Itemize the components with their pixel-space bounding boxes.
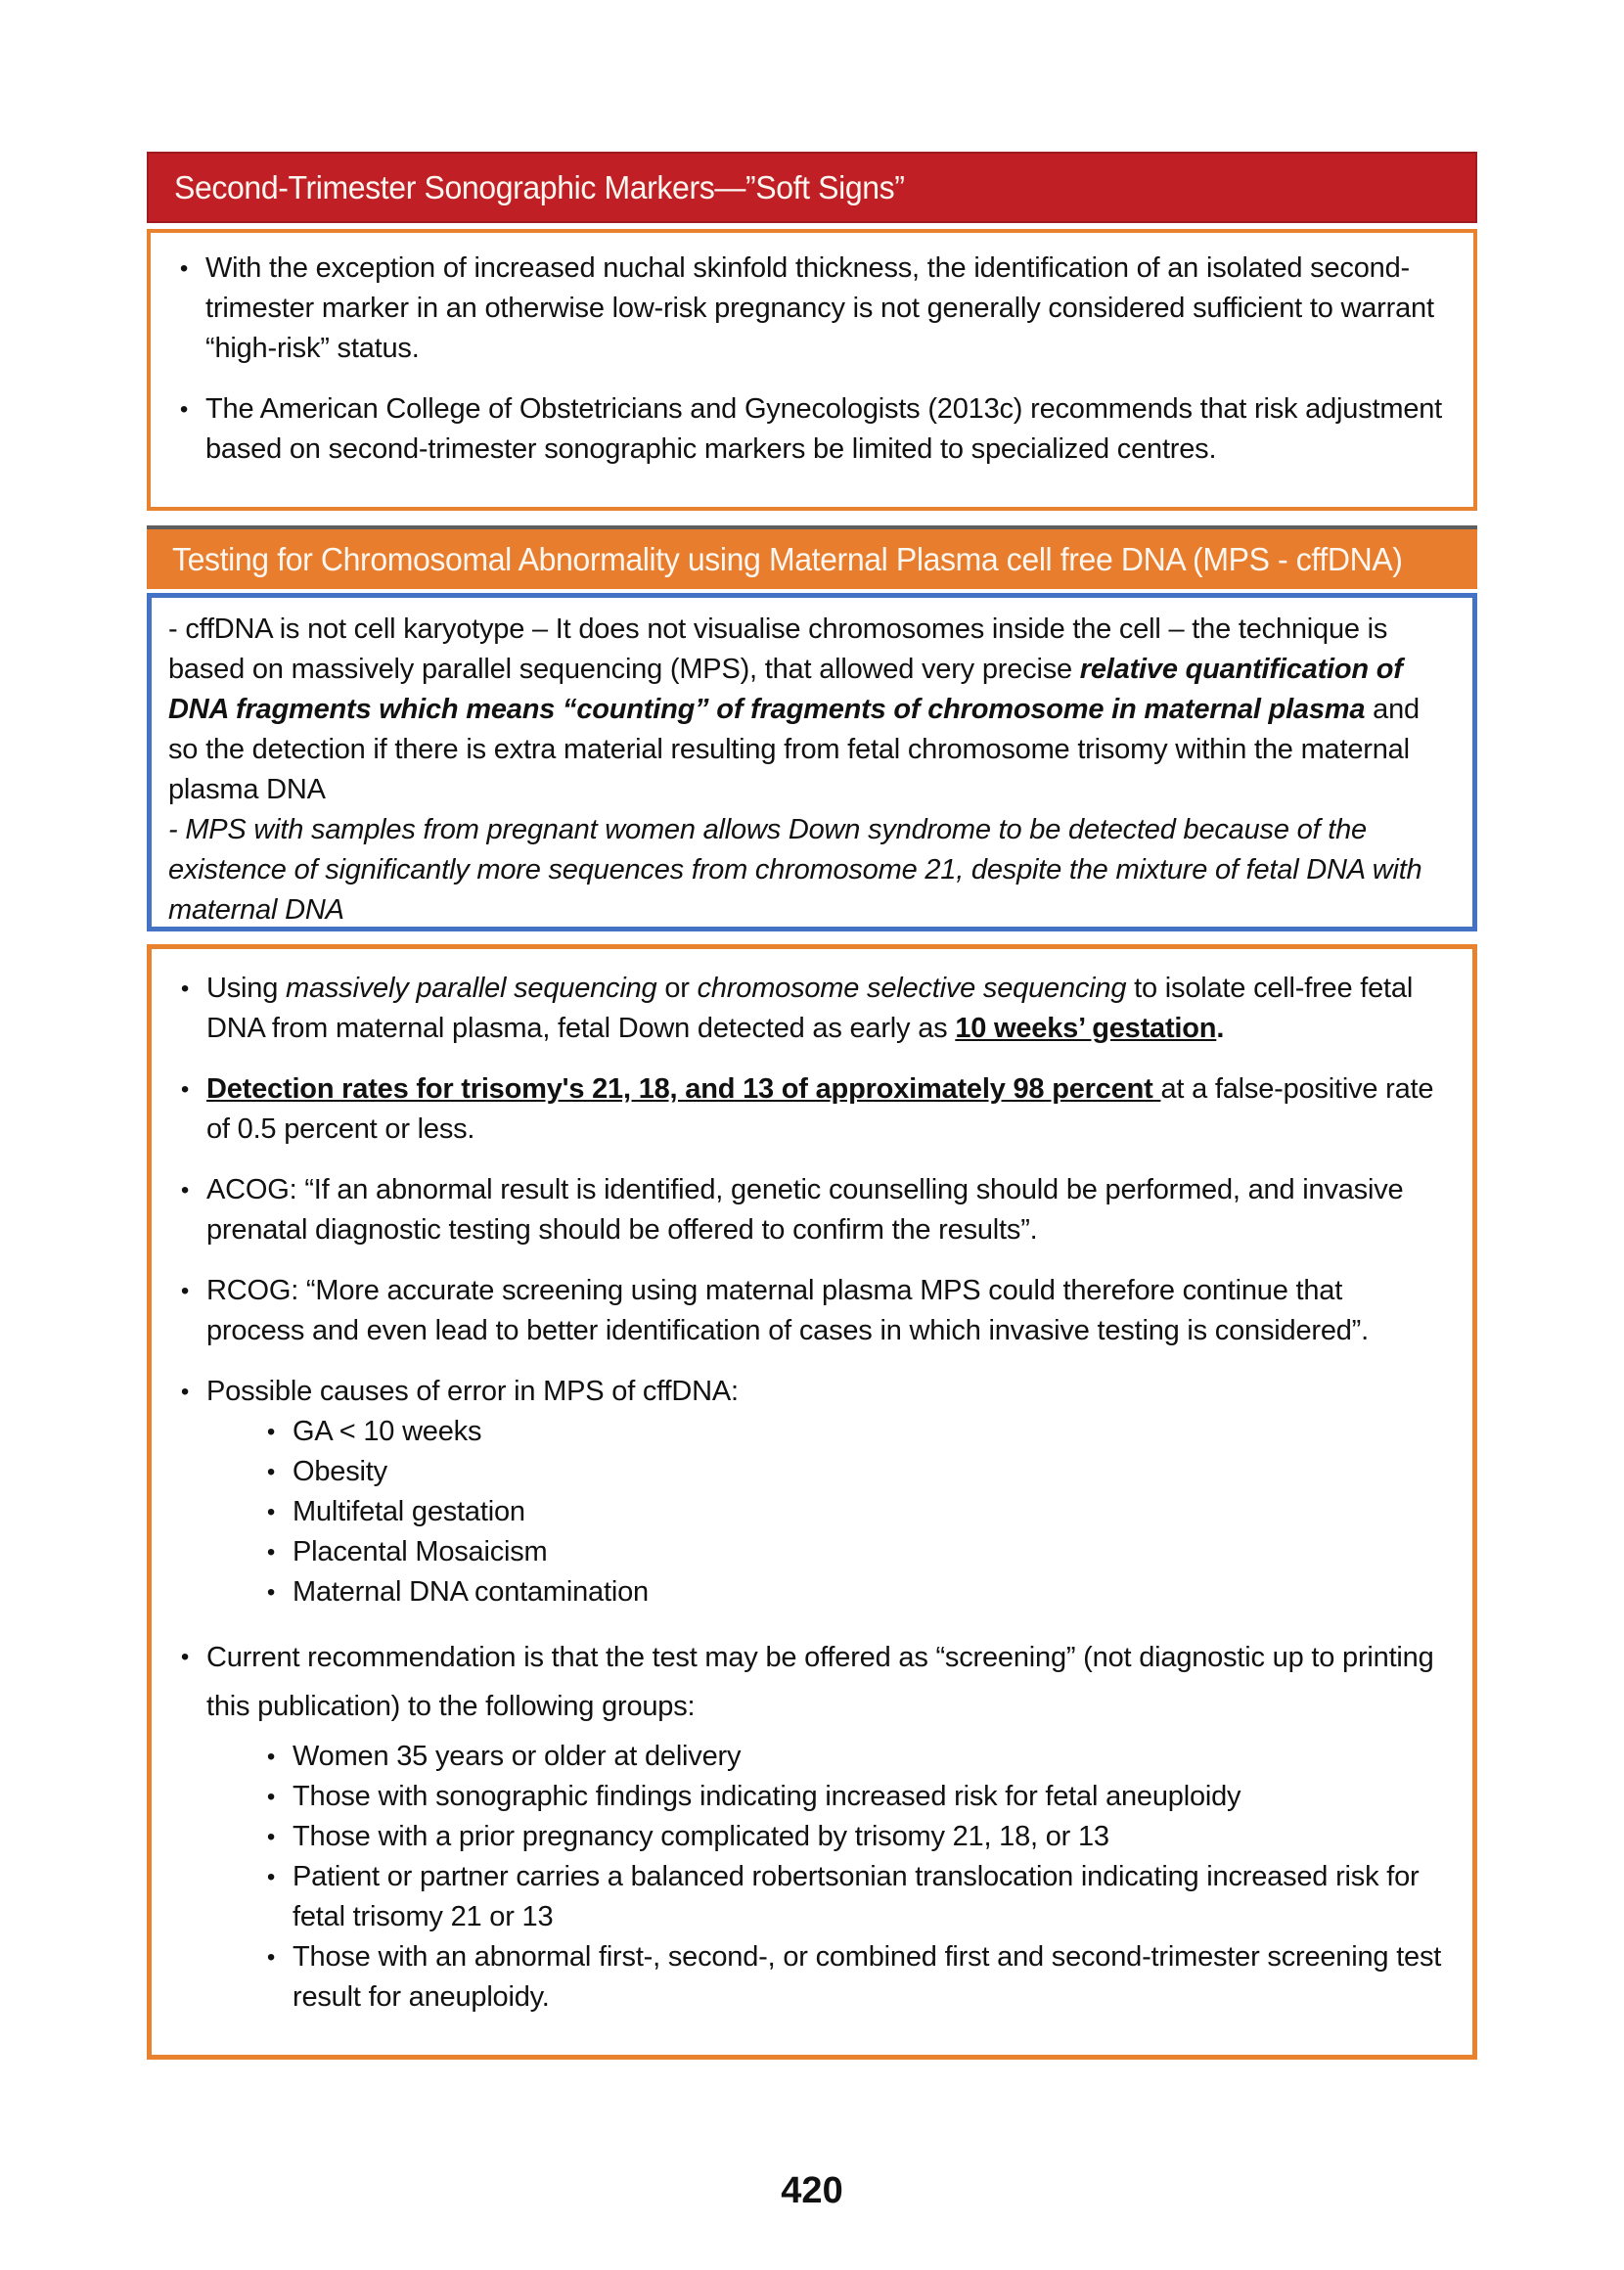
list-item [163,1532,1445,1572]
text-segment: RCOG: “More accurate screening using maternal plasma MPS could therefore continue that process and even lead to better identification of cases in which invasive testing is considered”. [206,1275,1369,1346]
bullet-text: With the exception of increased nuchal skinfold thickness, the identification of an isolated second-trimester marker in an otherwise low-risk pregnancy is not generally considered sufficient to warrant “high-risk” status. [205,252,1434,364]
bullet-text: Patient or partner carries a balanced robertsonian translocation indicating increased risk for fetal trisomy 21 or 13 [293,1861,1420,1932]
bullet-icon: • [180,1278,190,1304]
bullet-icon: • [180,1644,190,1670]
box-cffdna-details [147,944,1477,2060]
list-item [163,1633,1445,1731]
bullet-icon: • [180,1076,190,1103]
bullet-icon: • [180,1177,190,1203]
text-segment: ACOG: “If an abnormal result is identified, genetic counselling should be performed, and invasive prenatal diagnostic testing should be offered to confirm the results”. [206,1174,1404,1246]
bullet-icon: • [266,1499,276,1525]
bullet-text: GA < 10 weeks [293,1416,482,1447]
text-segment: chromosome selective sequencing [697,973,1127,1004]
bullet-icon: • [266,1824,276,1850]
bullet-icon: • [180,1379,190,1405]
text-segment: to isolate cell-free fetal DNA from maternal plasma, fetal Down detected as early as [206,973,1414,1044]
list-item [163,1817,1445,1857]
text-segment: at a false-positive rate of 0.5 percent or less. [206,1073,1434,1145]
header-bar-soft-signs [147,152,1477,223]
list-item [163,1069,1445,1150]
bullet-icon: • [266,1539,276,1566]
list-item [163,1372,1445,1412]
bullet-text: Placental Mosaicism [293,1536,548,1567]
bullet-text [206,969,1445,1049]
text-segment: Using [206,973,286,1004]
bullet-icon: • [266,1744,276,1770]
sub-list [163,1737,1445,2018]
text-segment: or [656,973,698,1004]
bullet-text: Multifetal gestation [293,1496,525,1527]
bullet-text [206,1069,1445,1150]
list-item [163,1271,1445,1351]
list-item [163,1937,1445,2018]
page-number: 420 [781,2170,843,2211]
bullet-text: Those with sonographic findings indicating increased risk for fetal aneuploidy [293,1781,1241,1812]
bullet-icon: • [180,976,190,1002]
list-item [162,389,1444,470]
list-item [163,1777,1445,1817]
bullet-icon: • [266,1579,276,1606]
bullet-text: The American College of Obstetricians and Gynecologists (2013c) recommends that risk adjustment based on second-trimester sonographic markers be limited to specialized centres. [205,393,1443,465]
list-item [163,1492,1445,1532]
bullet-icon: • [179,255,189,282]
text-segment: massively parallel sequencing [286,973,657,1004]
list-item [162,249,1444,369]
list-item-group [163,1372,1445,1612]
text-segment: . [1216,1013,1225,1044]
bullet-text [206,1271,1445,1351]
list-item [163,1412,1445,1452]
sub-list [163,1412,1445,1612]
text-segment: - cffDNA is not cell karyotype – It does not visualise chromosomes inside the cell – the technique is based on massively parallel sequencing (MPS), that allowed very precise [168,613,1388,685]
bullet-text: Maternal DNA contamination [293,1576,649,1608]
bullet-text: Obesity [293,1456,387,1487]
text-segment: Possible causes of error in MPS of cffDNA: [206,1376,739,1407]
box-cffdna-explanation [147,593,1477,931]
text-segment: 10 weeks’ gestation [955,1013,1217,1044]
bullet-icon: • [266,1459,276,1485]
paragraph [168,810,1451,931]
text-segment: - MPS with samples from pregnant women allows Down syndrome to be detected because of the existence of significantly more sequences from chromosome 21, despite the mixture of fetal DNA with maternal DNA [168,814,1422,926]
header-bar-cffdna-testing [147,525,1477,589]
box-soft-signs [147,229,1477,511]
text-segment: and so the detection if there is extra material resulting from fetal chromosome trisomy within the maternal plasma DNA [168,694,1420,805]
bullet-icon: • [266,1784,276,1810]
paragraph [168,610,1451,810]
list-item [163,969,1445,1049]
list-item [163,1452,1445,1492]
bullet-icon: • [266,1419,276,1445]
bullet-icon: • [179,396,189,423]
bullet-icon: • [266,1864,276,1890]
list-item [163,1572,1445,1612]
bullet-text [206,1372,1445,1412]
bullet-text: Those with an abnormal first-, second-, or combined first and second-trimester screening test result for aneuploidy. [293,1941,1442,2013]
bullet-text: Women 35 years or older at delivery [293,1741,742,1772]
list-item [163,1737,1445,1777]
text-segment: Detection rates for trisomy's 21, 18, and 13 of approximately 98 percent [206,1073,1161,1105]
list-item-group [163,1633,1445,2018]
page-content [147,152,1477,2060]
list-item [163,1170,1445,1250]
bullet-icon: • [266,1944,276,1971]
header-title: Testing for Chromosomal Abnormality using Maternal Plasma cell free DNA (MPS - cffDNA) [172,540,1403,577]
list-item [163,1857,1445,1937]
bullet-text [206,1170,1445,1250]
text-segment: relative quantification of DNA fragments which means “counting” of fragments of chromosome in maternal plasma [168,654,1403,725]
bullet-text [206,1633,1445,1731]
header-title: Second-Trimester Sonographic Markers—”Soft Signs” [174,168,905,205]
bullet-text: Those with a prior pregnancy complicated by trisomy 21, 18, or 13 [293,1821,1109,1852]
text-segment: Current recommendation is that the test may be offered as “screening” (not diagnostic up to printing this publication) to the following groups: [206,1642,1434,1722]
